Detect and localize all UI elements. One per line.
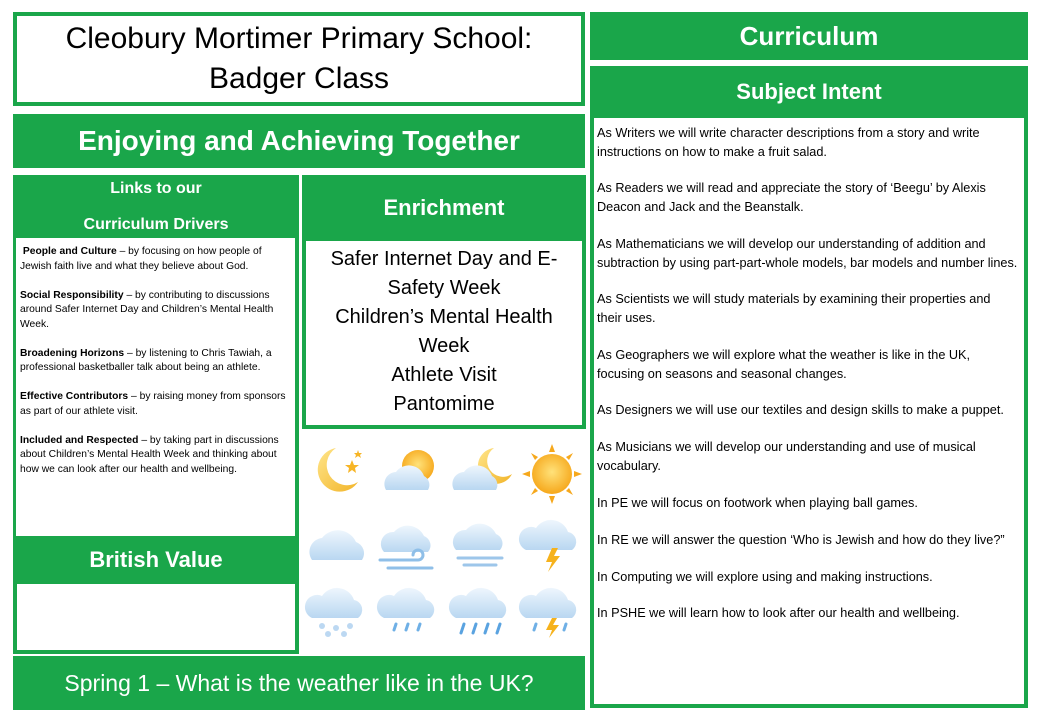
intent-paragraph: In Computing we will explore using and making instructions. bbox=[597, 569, 933, 584]
school-title-line1: Cleobury Mortimer Primary School: bbox=[65, 22, 533, 55]
driver-term: Effective Contributors bbox=[20, 391, 129, 402]
enrichment-item: Week bbox=[418, 335, 470, 357]
driver-item bbox=[20, 434, 291, 478]
enrichment-item: Safer Internet Day and E- bbox=[330, 248, 558, 270]
intent-paragraph: In RE we will answer the question ‘Who is Jewish and how do they live?” bbox=[597, 532, 1005, 547]
intent-paragraph: As Scientists we will study materials by examining their properties and their uses. bbox=[597, 292, 991, 326]
wind-cloud-icon bbox=[380, 526, 432, 568]
driver-term: Included and Respected bbox=[20, 434, 139, 446]
intent-paragraph: In PSHE we will learn how to look after our health and wellbeing. bbox=[597, 606, 960, 621]
fog-cloud-icon bbox=[453, 524, 503, 565]
enrichment-list bbox=[302, 241, 586, 429]
thunder-cloud-icon bbox=[519, 520, 576, 572]
motto-banner: Enjoying and Achieving Together bbox=[13, 114, 585, 168]
driver-text: – by contributing to discussions around Safer Internet Day and Children’s Mental Health Week. bbox=[20, 289, 274, 330]
enrichment-item: Children’s Mental Health bbox=[335, 306, 553, 328]
driver-item bbox=[20, 390, 291, 419]
curriculum-drivers-list bbox=[16, 238, 295, 536]
driver-text: – by taking part in discussions about Children’s Mental Health Week and thinking about how we can look after our health and wellbeing. bbox=[20, 434, 279, 475]
subject-intent-list bbox=[590, 118, 1028, 708]
crescent-moon-stars-icon bbox=[318, 448, 362, 492]
rain-cloud-icon bbox=[377, 588, 434, 630]
term-question-banner: Spring 1 – What is the weather like in the UK? bbox=[13, 656, 585, 710]
intent-paragraph: As Writers we will write character descriptions from a story and write instructions on how to make a fruit salad. bbox=[597, 126, 980, 159]
driver-term: Broadening Horizons bbox=[20, 347, 125, 359]
intent-paragraph: As Designers we will use our textiles and design skills to make a puppet. bbox=[597, 403, 1004, 418]
driver-text: – by focusing on how people of Jewish faith live and what they believe about God. bbox=[20, 246, 262, 272]
cloud-sun-icon bbox=[384, 450, 434, 490]
school-title bbox=[13, 12, 585, 106]
intent-paragraph: As Mathematicians we will develop our understanding of addition and subtraction by using part-part-whole models, bar models and number lines. bbox=[597, 236, 1018, 270]
cloud-icon bbox=[309, 530, 364, 560]
heavy-rain-cloud-icon bbox=[449, 588, 506, 633]
british-value-box bbox=[13, 580, 299, 654]
snow-cloud-icon bbox=[305, 588, 362, 637]
curriculum-heading: Curriculum bbox=[590, 12, 1028, 60]
curriculum-drivers-heading bbox=[13, 175, 299, 238]
british-value-heading: British Value bbox=[13, 536, 299, 584]
storm-rain-cloud-icon bbox=[519, 588, 576, 638]
curriculum-drivers-heading-line2: Curriculum Drivers bbox=[83, 216, 229, 233]
driver-text: – by raising money from sponsors as part of our athlete visit. bbox=[20, 391, 286, 417]
subject-intent-heading: Subject Intent bbox=[590, 66, 1028, 118]
cloud-moon-icon bbox=[452, 448, 512, 490]
driver-text: – by listening to Chris Tawiah, a professional basketballer talk about being an athlete. bbox=[20, 347, 272, 373]
enrichment-item: Pantomime bbox=[393, 393, 495, 415]
intent-paragraph: As Geographers we will explore what the weather is like in the UK, focusing on seasons and seasonal changes. bbox=[597, 347, 971, 381]
intent-paragraph: As Musicians we will develop our understanding and use of musical vocabulary. bbox=[597, 440, 976, 473]
sun-icon bbox=[522, 444, 582, 504]
british-value-text: Democracy bbox=[17, 584, 295, 650]
driver-item bbox=[20, 245, 291, 274]
driver-term: People and Culture bbox=[22, 246, 117, 257]
driver-item bbox=[20, 289, 291, 333]
enrichment-item: Safety Week bbox=[387, 277, 501, 299]
driver-item bbox=[20, 347, 291, 376]
enrichment-heading: Enrichment bbox=[302, 175, 586, 241]
intent-paragraph: As Readers we will read and appreciate the story of ‘Beegu’ by Alexis Deacon and Jack and the Beanstalk. bbox=[597, 181, 986, 215]
enrichment-item: Athlete Visit bbox=[391, 364, 497, 386]
driver-term: Social Responsibility bbox=[20, 289, 124, 301]
weather-icons-grid bbox=[300, 438, 590, 648]
school-title-line2: Badger Class bbox=[208, 62, 390, 95]
intent-paragraph: In PE we will focus on footwork when playing ball games. bbox=[597, 495, 918, 510]
curriculum-drivers-heading-line1: Links to our bbox=[110, 180, 202, 197]
